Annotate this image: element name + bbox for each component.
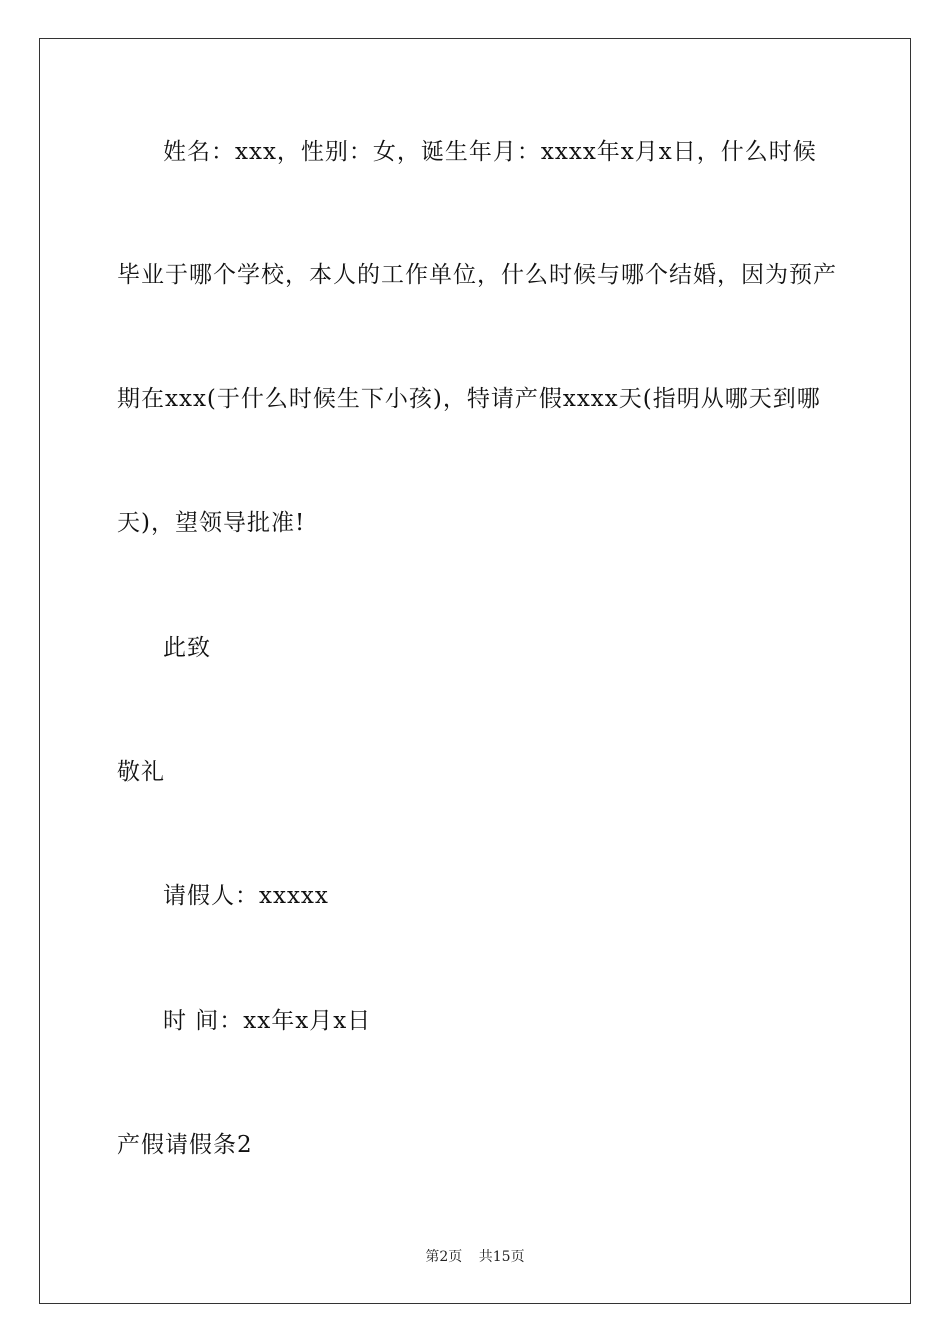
page-number: 第2页 (425, 1249, 463, 1265)
paragraph-line-1: 姓名：xxx，性别：女，诞生年月：xxxx年x月x日，什么时候 (163, 139, 817, 165)
closing-salutation: 此致 (163, 635, 211, 661)
page-footer (0, 1248, 950, 1266)
requester-line: 请假人：xxxxx (163, 883, 329, 909)
paragraph-line-3: 期在xxx(于什么时候生下小孩)，特请产假xxxx天(指明从哪天到哪 (117, 386, 821, 412)
page-frame (39, 38, 911, 1304)
section-title: 产假请假条2 (117, 1132, 253, 1158)
paragraph-line-4: 天)，望领导批准! (117, 510, 306, 536)
date-line: 时 间：xx年x月x日 (163, 1008, 372, 1034)
closing-regards: 敬礼 (117, 759, 165, 785)
paragraph-line-2: 毕业于哪个学校，本人的工作单位，什么时候与哪个结婚，因为预产 (117, 262, 837, 288)
page-total: 共15页 (478, 1249, 525, 1265)
